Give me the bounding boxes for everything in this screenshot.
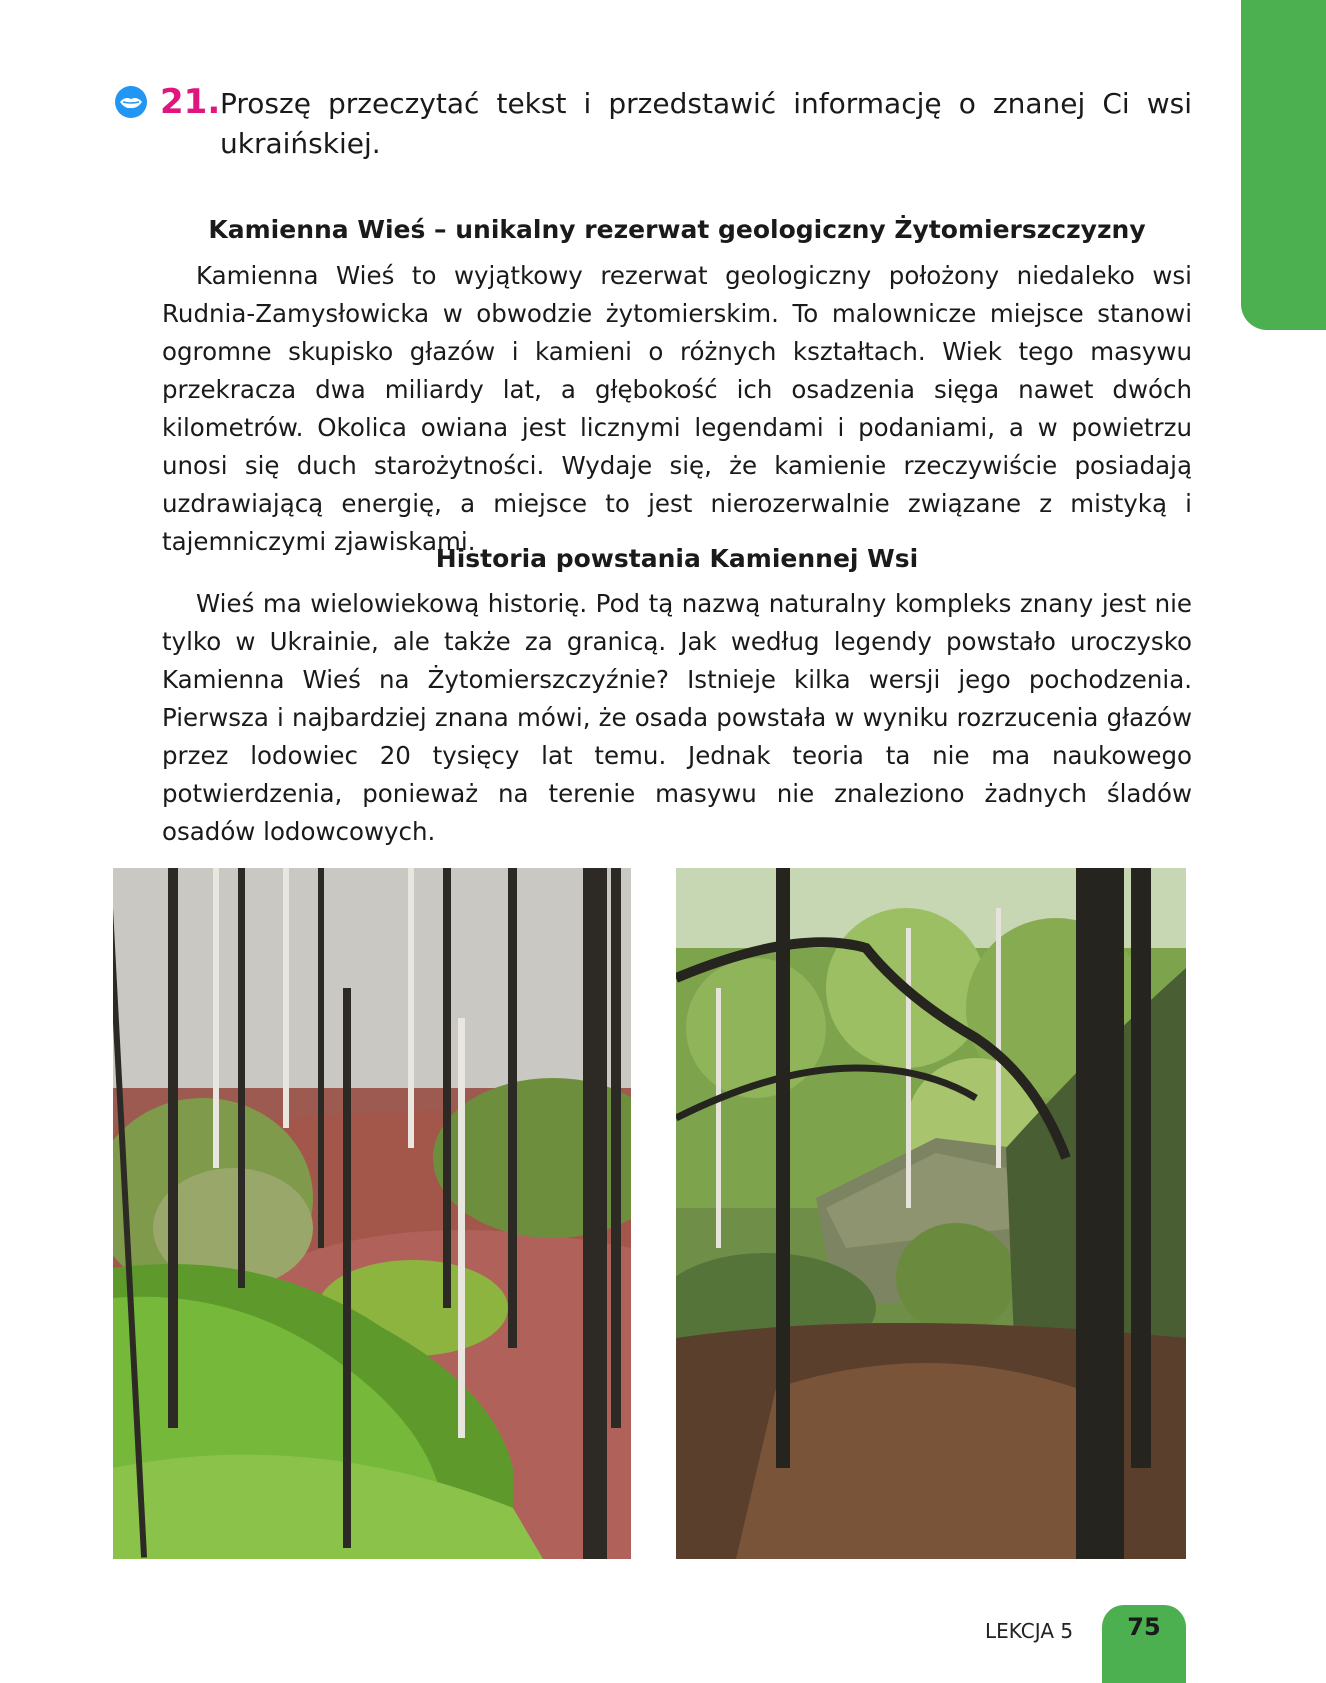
photo-forest-path-boulder bbox=[676, 868, 1186, 1559]
paragraph-reserve: Kamienna Wieś to wyjątkowy rezerwat geologiczny położony niedaleko wsi Rudnia-Zamysłowicka w obwodzie żytomierskim. To malownicze miejsce stanowi ogromne skupisko głazów i kamieni o różnych kształtach. Wiek tego masywu przekracza dwa miliardy lat, a głębokość ich osadzenia sięga nawet dwóch kilometrów. Okolica owiana jest licznymi legendami i podaniami, a w powietrzu unosi się duch starożytności. Wydaje się, że kamienie rzeczywiście posiadają uzdrawiającą energię, a miejsce to jest nierozerwalnie związane z mistyką i tajemniczymi zjawiskami. bbox=[162, 261, 1192, 556]
section-title-reserve: Kamienna Wieś – unikalny rezerwat geologiczny Żytomierszczyzny bbox=[208, 215, 1146, 244]
page-number-tab bbox=[1102, 1605, 1186, 1683]
page-number: 75 bbox=[1127, 1613, 1161, 1641]
speech-lips-icon bbox=[115, 86, 147, 118]
paragraph-history: Wieś ma wielowiekową historię. Pod tą nazwą naturalny kompleks znany jest nie tylko w Ukrainie, ale także za granicą. Jak według legendy powstało uroczysko Kamienna Wieś na Żytomierszczyźnie? Istnieje kilka wersji jego pochodzenia. Pierwsza i najbardziej znana mówi, że osada powstała w wyniku rozrzucenia głazów przez lodowiec 20 tysięcy lat temu. Jednak teoria ta nie ma naukowego potwierdzenia, ponieważ na terenie masywu nie znaleziono żadnych śladów osadów lodowcowych. bbox=[162, 589, 1192, 846]
photo-mossy-boulders bbox=[113, 868, 631, 1559]
section-title-history: Historia powstania Kamiennej Wsi bbox=[435, 544, 919, 573]
chapter-side-tab bbox=[1241, 0, 1326, 330]
exercise-instruction: Proszę przeczytać tekst i przedstawić informację o znanej Ci wsi ukraińskiej. bbox=[220, 87, 1192, 160]
lesson-label: LEKCJA 5 bbox=[985, 1619, 1074, 1643]
exercise-number: 21. bbox=[160, 82, 221, 122]
